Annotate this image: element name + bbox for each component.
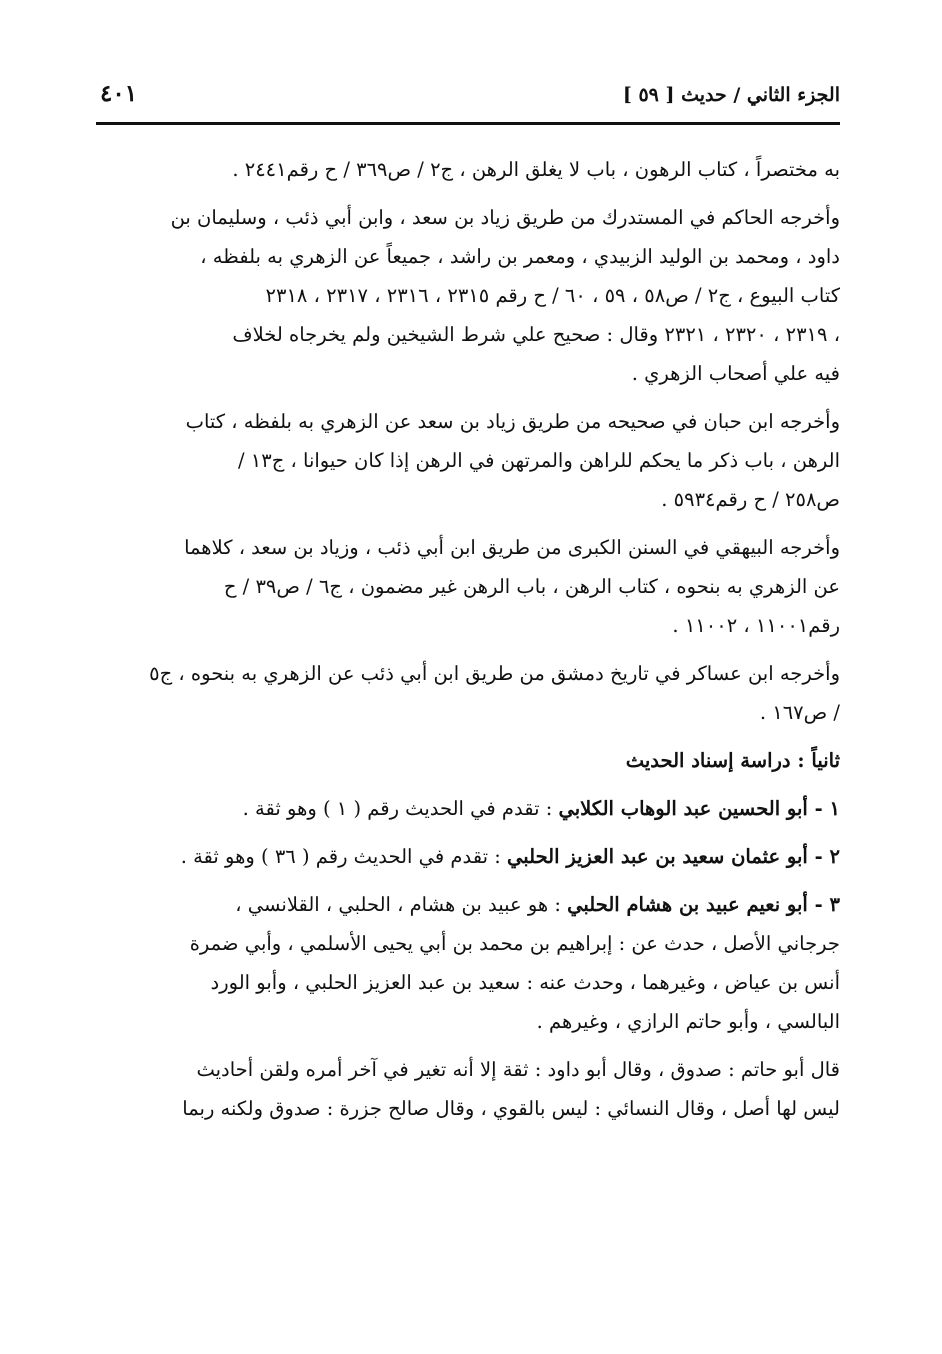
text-line: الرهن ، باب ذكر ما يحكم للراهن والمرتهن في الرهن إذا كان حيوانا ، ج١٣ /: [238, 449, 840, 472]
narrator-1: [98, 789, 840, 828]
section-heading-text: ثانياً : دراسة إسناد الحديث: [625, 749, 840, 772]
text-line: وأخرجه البيهقي في السنن الكبرى من طريق ابن أبي ذئب ، وزياد بن سعد ، كلاهما: [184, 536, 840, 559]
text-line: ص٢٥٨ / ح رقم٥٩٣٤ .: [661, 488, 840, 511]
text-line: وأخرجه ابن حبان في صحيحه من طريق زياد بن سعد عن الزهري به بلفظه ، كتاب: [185, 410, 840, 433]
paragraph-ibn-majah: [98, 150, 840, 189]
text-line: [98, 885, 840, 924]
text-line: ، ٢٣١٩ ، ٢٣٢٠ ، ٢٣٢١ وقال : صحيح علي شرط الشيخين ولم يخرجاه لخلاف: [232, 323, 840, 346]
narrator-2: [98, 837, 840, 876]
text-line: عن الزهري به بنحوه ، كتاب الرهن ، باب الرهن غير مضمون ، ج٦ / ص٣٩ / ح: [223, 575, 840, 598]
text-line: رقم١١٠٠١ ، ١١٠٠٢ .: [672, 614, 840, 637]
text-line: وأخرجه ابن عساكر في تاريخ دمشق من طريق ابن أبي ذئب عن الزهري به بنحوه ، ج٥: [149, 662, 840, 685]
text-line: [98, 837, 840, 876]
text-line: به مختصراً ، كتاب الرهون ، باب لا يغلق الرهن ، ج٢ / ص٣٦٩ / ح رقم٢٤٤١ .: [232, 158, 840, 181]
narrator-name: ٣ - أبو نعيم عبيد بن هشام الحلبي: [567, 893, 840, 916]
text-line: قال أبو حاتم : صدوق ، وقال أبو داود : ثقة إلا أنه تغير في آخر أمره ولقن أحاديث: [196, 1058, 840, 1081]
text-line: / ص١٦٧ .: [759, 701, 840, 724]
paragraph-ibn-asakir: [98, 654, 840, 732]
paragraph-narrator-grading: [98, 1050, 840, 1128]
page-body: [98, 150, 840, 1137]
narrator-note: : هو عبيد بن هشام ، الحلبي ، القلانسي ،: [235, 893, 568, 916]
text-line: ليس لها أصل ، وقال النسائي : ليس بالقوي ، وقال صالح جزرة : صدوق ولكنه ربما: [182, 1097, 840, 1120]
narrator-name: ١ - أبو الحسين عبد الوهاب الكلابي: [558, 797, 840, 820]
text-line: فيه علي أصحاب الزهري .: [631, 362, 840, 385]
text-line: داود ، ومحمد بن الوليد الزبيدي ، ومعمر بن راشد ، جميعاً عن الزهري به بلفظه ،: [200, 245, 840, 268]
section-heading: [98, 741, 840, 780]
paragraph-bayhaqi: [98, 528, 840, 645]
page-number: ٤٠١: [100, 80, 138, 107]
paragraph-hakim: [98, 198, 840, 393]
narrator-note: : تقدم في الحديث رقم ( ٣٦ ) وهو ثقة .: [180, 845, 507, 868]
narrator-3: [98, 885, 840, 1041]
page-header: [96, 76, 840, 118]
text-line: كتاب البيوع ، ج٢ / ص٥٨ ، ٥٩ ، ٦٠ / ح رقم ٢٣١٥ ، ٢٣١٦ ، ٢٣١٧ ، ٢٣١٨: [265, 284, 840, 307]
narrator-note: : تقدم في الحديث رقم ( ١ ) وهو ثقة .: [242, 797, 559, 820]
text-line: أنس بن عياض ، وغيرهما ، وحدث عنه : سعيد بن عبد العزيز الحلبي ، وأبو الورد: [210, 971, 840, 994]
text-line: البالسي ، وأبو حاتم الرازي ، وغيرهم .: [536, 1010, 840, 1033]
narrator-name: ٢ - أبو عثمان سعيد بن عبد العزيز الحلبي: [506, 845, 840, 868]
header-rule: [96, 122, 840, 125]
paragraph-ibn-hibban: [98, 402, 840, 519]
running-title: الجزء الثاني / حديث [ ٥٩ ]: [622, 84, 840, 106]
text-line: [98, 789, 840, 828]
text-line: جرجاني الأصل ، حدث عن : إبراهيم بن محمد بن أبي يحيى الأسلمي ، وأبي ضمرة: [189, 932, 840, 955]
text-line: وأخرجه الحاكم في المستدرك من طريق زياد بن سعد ، وابن أبي ذئب ، وسليمان بن: [170, 206, 840, 229]
